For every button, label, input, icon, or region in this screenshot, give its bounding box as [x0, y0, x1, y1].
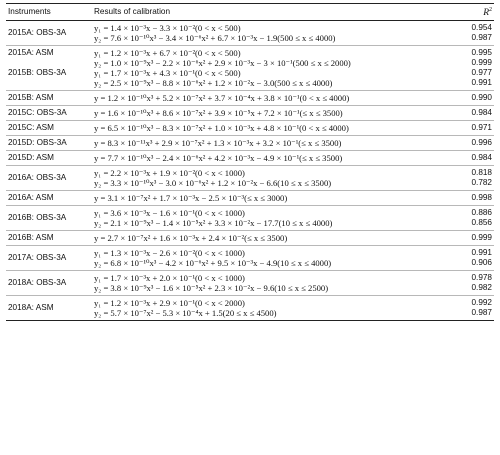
table-row: [6, 231, 494, 246]
instrument-cell: [6, 193, 94, 203]
result-cell: [94, 248, 448, 268]
instrument-label: 2015B: OBS-3A: [8, 68, 67, 77]
calibration-equation: y = 1.6 × 10⁻¹⁰x³ + 8.6 × 10⁻⁷x² + 3.9 × 10⁻⁵x + 7.2 × 10⁻¹(≤ x ≤ 3500): [94, 108, 343, 118]
calibration-equation: y₂ = 1.0 × 10⁻⁹x³ − 2.2 × 10⁻⁶x² + 2.9 × 10⁻³x − 3 × 10⁻¹(500 ≤ x ≤ 2000): [94, 58, 351, 68]
r2-value: 0.999: [471, 233, 492, 242]
header-instruments: Instruments: [8, 7, 51, 16]
table-row: [6, 21, 494, 46]
r2-cell: [448, 273, 494, 293]
result-cell: [94, 233, 448, 243]
calibration-equation: y₁ = 3.6 × 10⁻³x − 1.6 × 10⁻¹(0 < x < 1000): [94, 208, 245, 218]
result-cell: [94, 273, 448, 293]
calibration-equation: y = 6.5 × 10⁻¹⁰x³ − 8.3 × 10⁻⁷x² + 1.0 × 10⁻³x + 4.8 × 10⁻¹(0 < x ≤ 4000): [94, 123, 349, 133]
instrument-label: 2018A: OBS-3A: [8, 278, 67, 287]
r2-cell: [448, 23, 494, 43]
instrument-label: 2017A: OBS-3A: [8, 253, 67, 262]
result-cell: [94, 193, 448, 203]
calibration-equation: y₁ = 2.2 × 10⁻³x + 1.9 × 10⁻²(0 < x < 1000): [94, 168, 245, 178]
r2-value: 0.886: [471, 208, 492, 217]
calibration-equation: y₂ = 2.1 × 10⁻⁹x³ − 1.4 × 10⁻⁵x² + 3.3 × 10⁻²x − 17.7(10 ≤ x ≤ 4000): [94, 218, 333, 228]
header-r2-symbol: R: [483, 8, 489, 19]
r2-value: 0.954: [471, 23, 492, 32]
table-row: [6, 151, 494, 166]
instrument-label: 2016B: OBS-3A: [8, 213, 67, 222]
instrument-cell: [6, 123, 94, 133]
r2-value: 0.999: [471, 58, 492, 67]
table-row: [6, 91, 494, 106]
instrument-label: 2015C: OBS-3A: [8, 108, 67, 117]
instrument-cell: [6, 23, 94, 43]
table-row: [6, 271, 494, 296]
result-cell: [94, 23, 448, 43]
instrument-cell: [6, 273, 94, 293]
instrument-label: 2015C: ASM: [8, 123, 54, 132]
instrument-cell: [6, 233, 94, 243]
r2-value: 0.971: [471, 123, 492, 132]
header-r2-sup: 2: [489, 7, 492, 14]
r2-value: 0.984: [471, 153, 492, 162]
calibration-equation: y₂ = 3.3 × 10⁻¹⁰x³ − 3.0 × 10⁻⁶x² + 1.2 × 10⁻²x − 6.6(10 ≤ x ≤ 3500): [94, 178, 332, 188]
r2-value: 0.991: [471, 78, 492, 87]
result-cell: [94, 138, 448, 148]
instrument-cell: [6, 138, 94, 148]
calibration-equation: y = 3.1 × 10⁻⁷x² + 1.7 × 10⁻³x − 2.5 × 10⁻³(≤ x ≤ 3000): [94, 193, 288, 203]
table-row: [6, 121, 494, 136]
result-cell: [94, 123, 448, 133]
instrument-label: 2016B: ASM: [8, 233, 54, 242]
table-row: [6, 296, 494, 321]
instrument-label: 2015A: ASM: [8, 48, 54, 57]
instrument-cell: [6, 108, 94, 118]
table-row: [6, 46, 494, 91]
calibration-equation: y₁ = 1.2 × 10⁻³x + 2.9 × 10⁻¹(0 < x < 2000): [94, 298, 245, 308]
calibration-equation: y = 1.2 × 10⁻¹⁰x³ + 5.2 × 10⁻⁷x² + 3.7 × 10⁻⁴x + 3.8 × 10⁻¹(0 < x ≤ 4000): [94, 93, 350, 103]
calibration-equation: y = 8.3 × 10⁻¹¹x³ + 2.9 × 10⁻⁷x² + 1.3 × 10⁻³x + 3.2 × 10⁻¹(≤ x ≤ 3500): [94, 138, 342, 148]
table-body: [6, 21, 494, 321]
r2-cell: [448, 108, 494, 118]
r2-cell: [448, 233, 494, 243]
result-cell: [94, 153, 448, 163]
instrument-label: [8, 78, 94, 88]
r2-cell: [448, 248, 494, 268]
calibration-equation: y₂ = 7.6 × 10⁻¹⁰x³ − 3.4 × 10⁻⁶x² + 6.7 × 10⁻³x − 1.9(500 ≤ x ≤ 4000): [94, 33, 336, 43]
r2-value: 0.978: [471, 273, 492, 282]
instrument-label: [8, 58, 94, 68]
table-header: [6, 3, 494, 21]
r2-value: 0.998: [471, 193, 492, 202]
r2-cell: [448, 123, 494, 133]
r2-cell: [448, 193, 494, 203]
instrument-label: 2015B: ASM: [8, 93, 54, 102]
calibration-equation: y = 2.7 × 10⁻⁷x² + 1.6 × 10⁻³x + 2.4 × 10⁻²(≤ x ≤ 3500): [94, 233, 288, 243]
calibration-equation: y₂ = 3.8 × 10⁻⁹x³ − 1.6 × 10⁻⁵x² + 2.3 × 10⁻²x − 9.6(10 ≤ x ≤ 2500): [94, 283, 329, 293]
r2-value: 0.982: [471, 283, 492, 292]
instrument-cell: [6, 248, 94, 268]
r2-value: 0.996: [471, 138, 492, 147]
calibration-equation: y₁ = 1.7 × 10⁻³x + 2.0 × 10⁻¹(0 < x < 1000): [94, 273, 245, 283]
calibration-equation: y₂ = 2.5 × 10⁻⁹x³ − 8.8 × 10⁻⁶x² + 1.2 × 10⁻²x − 3.0(500 ≤ x ≤ 4000): [94, 78, 333, 88]
r2-cell: [448, 298, 494, 318]
table-row: [6, 191, 494, 206]
calibration-equation: y = 7.7 × 10⁻¹⁰x³ − 2.4 × 10⁻⁶x² + 4.2 × 10⁻³x − 4.9 × 10⁻¹(≤ x ≤ 3500): [94, 153, 343, 163]
calibration-equation: y₂ = 6.8 × 10⁻¹⁰x³ − 4.2 × 10⁻⁶x² + 9.5 × 10⁻³x − 4.9(10 ≤ x ≤ 4000): [94, 258, 332, 268]
r2-value: 0.995: [471, 48, 492, 57]
r2-value: 0.990: [471, 93, 492, 102]
r2-cell: [448, 48, 494, 88]
r2-cell: [448, 168, 494, 188]
r2-value: 0.991: [471, 248, 492, 257]
instrument-cell: [6, 48, 94, 88]
result-cell: [94, 48, 448, 88]
r2-cell: [448, 208, 494, 228]
instrument-label: 2016A: ASM: [8, 193, 54, 202]
result-cell: [94, 93, 448, 103]
r2-value: 0.782: [471, 178, 492, 187]
calibration-equation: y₁ = 1.7 × 10⁻³x + 4.3 × 10⁻¹(0 < x < 500): [94, 68, 241, 78]
r2-value: 0.818: [471, 168, 492, 177]
table-row: [6, 246, 494, 271]
result-cell: [94, 298, 448, 318]
r2-value: 0.856: [471, 218, 492, 227]
r2-cell: [448, 138, 494, 148]
r2-value: 0.987: [471, 33, 492, 42]
r2-value: 0.906: [471, 258, 492, 267]
instrument-cell: [6, 153, 94, 163]
r2-value: 0.987: [471, 308, 492, 317]
calibration-table: [6, 3, 494, 321]
r2-cell: [448, 93, 494, 103]
result-cell: [94, 168, 448, 188]
instrument-label: 2015D: ASM: [8, 153, 54, 162]
calibration-equation: y₁ = 1.2 × 10⁻³x + 6.7 × 10⁻²(0 < x < 500): [94, 48, 241, 58]
header-results: Results of calibration: [94, 7, 170, 16]
instrument-label: 2015A: OBS-3A: [8, 28, 67, 37]
r2-value: 0.984: [471, 108, 492, 117]
instrument-cell: [6, 208, 94, 228]
instrument-label: 2016A: OBS-3A: [8, 173, 67, 182]
calibration-equation: y₂ = 5.7 × 10⁻⁷x² − 5.3 × 10⁻⁴x + 1.5(20 ≤ x ≤ 4500): [94, 308, 277, 318]
r2-value: 0.977: [471, 68, 492, 77]
instrument-cell: [6, 93, 94, 103]
table-row: [6, 166, 494, 191]
calibration-equation: y₁ = 1.4 × 10⁻³x − 3.3 × 10⁻²(0 < x < 500): [94, 23, 241, 33]
header-r2: [448, 5, 494, 18]
table-row: [6, 136, 494, 151]
instrument-cell: [6, 298, 94, 318]
table-row: [6, 206, 494, 231]
instrument-label: 2018A: ASM: [8, 303, 54, 312]
r2-cell: [448, 153, 494, 163]
instrument-label: 2015D: OBS-3A: [8, 138, 67, 147]
result-cell: [94, 208, 448, 228]
result-cell: [94, 108, 448, 118]
table-row: [6, 106, 494, 121]
calibration-equation: y₁ = 1.3 × 10⁻³x − 2.6 × 10⁻²(0 < x < 1000): [94, 248, 245, 258]
instrument-cell: [6, 168, 94, 188]
r2-value: 0.992: [471, 298, 492, 307]
